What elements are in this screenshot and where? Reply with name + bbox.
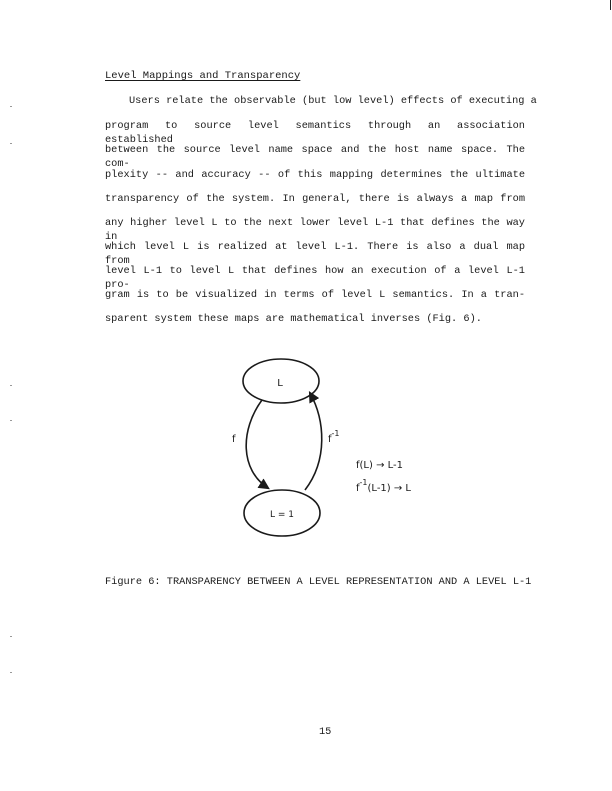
forward-map-label: f [232,434,236,445]
forward-mapping-rule: f(L) → L-1 [356,460,403,471]
paragraph-line: sparent system these maps are mathematical inverses (Fig. 6). [105,313,482,325]
section-heading: Level Mappings and Transparency [105,70,301,82]
inverse-map-label: $f^{-1}$ [328,429,340,445]
paragraph-line: between the source level name space and the host name space. The com- [105,144,525,170]
paragraph-line: level L-1 to level L that defines how an execution of a level L-1 pro- [105,265,525,291]
lower-node-label: L = 1 [269,510,295,520]
page-number: 15 [319,726,332,738]
paragraph-line: transparency of the system. In general, there is always a map from [105,193,525,205]
paragraph-line: gram is to be visualized in terms of level L semantics. In a tran- [105,289,525,301]
figure-caption: Figure 6: TRANSPARENCY BETWEEN A LEVEL REPRESENTATION AND A LEVEL L-1 [105,576,532,588]
paragraph-line: which level L is realized at level L-1. There is also a dual map from [105,241,525,267]
inverse-mapping-rule: $f^{-1}(L-1) \to L$ [356,478,411,494]
paragraph-line: any higher level L to the next lower level L-1 that defines the way in [105,217,525,243]
upper-node-label: L [277,378,283,389]
forward-map-arrow [246,400,268,488]
inverse-map-arrow [305,393,322,490]
paragraph-line: Users relate the observable (but low level) effects of executing a [129,95,537,107]
paragraph-line: plexity -- and accuracy -- of this mapping determines the ultimate [105,169,525,181]
paragraph-line: program to source level semantics through an association established [105,120,525,146]
